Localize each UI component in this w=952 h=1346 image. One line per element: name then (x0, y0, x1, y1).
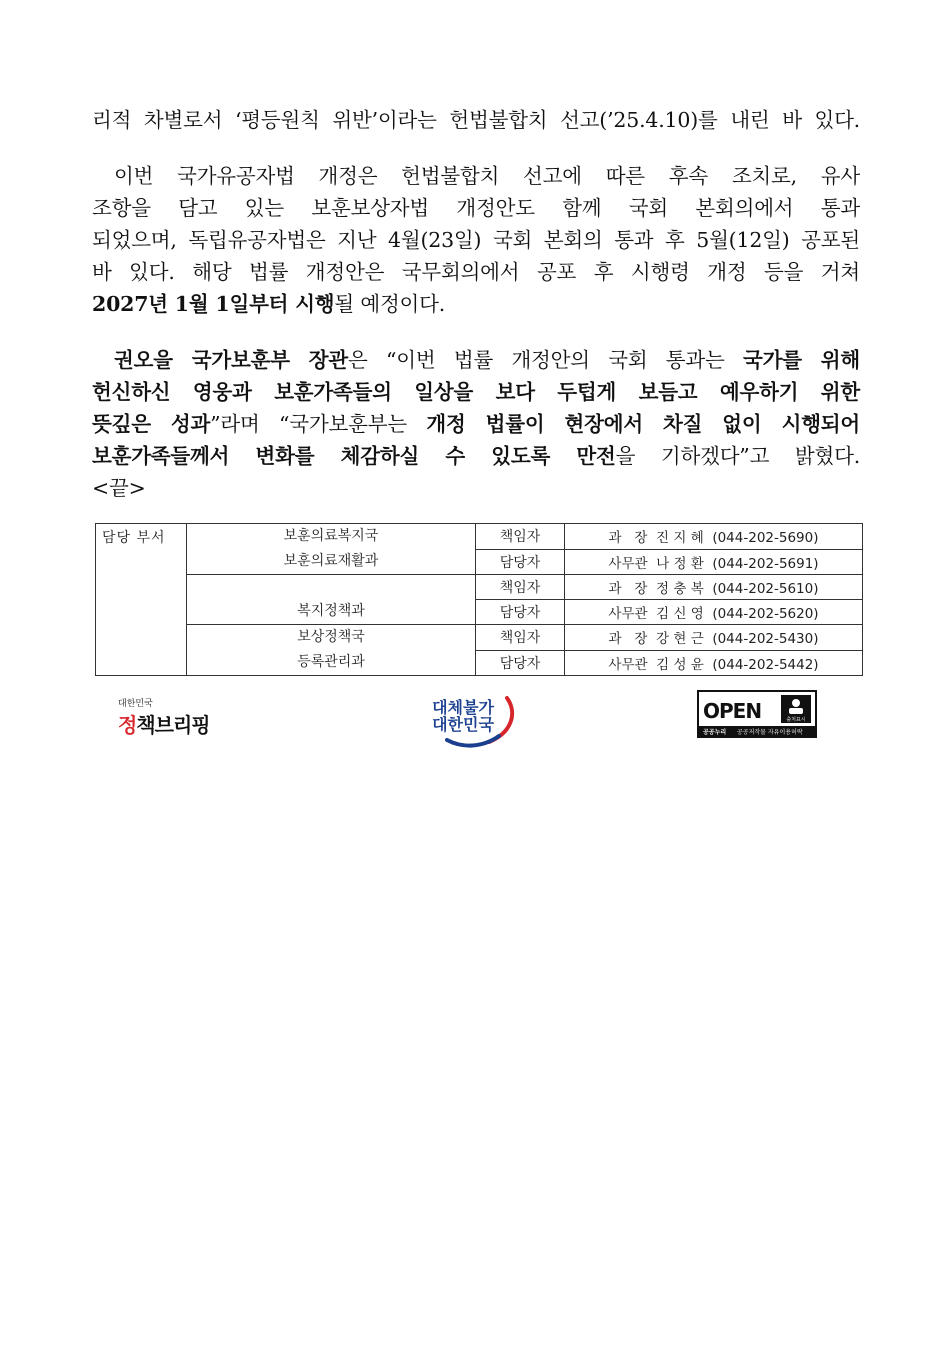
table-row (96, 625, 863, 651)
paragraph-2-line-4: 바 있다. 해당 법률 개정안은 국무회의에서 공포 후 시행령 개정 등을 거쳐 (92, 260, 860, 284)
dept-label-cell: 담당 부서 (96, 524, 187, 676)
paragraph-3-line-4-text: 을 기하겠다”고 밝혔다. (615, 444, 861, 468)
paragraph-3-line-2 (92, 376, 860, 408)
paragraph-2 (92, 160, 860, 320)
unit-line-2: 등록관리과 (297, 654, 365, 670)
paragraph-3-line-4 (92, 440, 860, 472)
paragraph-2-line-3: 되었으며, 독립유공자법은 지난 4월(23일) 국회 본회의 통과 후 5월(12일) 공포된 (92, 228, 860, 252)
footer-logos (0, 688, 952, 748)
policy-logo-small-text: 대한민국 (118, 699, 153, 709)
paragraph-3-line-2-bold: 헌신하신 영웅과 보훈가족들의 일상을 보다 두텁게 보듬고 예우하기 위한 (92, 380, 860, 404)
paragraph-1 (92, 104, 860, 136)
open-text: OPEN (703, 699, 762, 723)
role-cell: 담당자 (476, 549, 565, 575)
end-mark: <끝> (92, 476, 146, 500)
unit-cell (187, 524, 476, 575)
open-badge-text: 출처표시 (786, 717, 806, 723)
korea-irreplaceable-logo (417, 692, 517, 748)
person-cell: 과 장 진 지 혜 (044-202-5690) (565, 524, 863, 550)
unit-line-1: 보상정책국 (297, 629, 365, 645)
open-license-logo (697, 690, 817, 738)
role-cell: 책임자 (476, 524, 565, 550)
policy-logo-big-text (118, 713, 210, 737)
korea-logo-line-1: 대체불가 (432, 698, 494, 717)
paragraph-3-line-4-bold: 보훈가족들께서 변화를 체감하실 수 있도록 만전 (92, 444, 616, 468)
policy-logo-red-char: 정 (118, 713, 137, 737)
unit-line-2: 보훈의료재활과 (283, 553, 379, 569)
role-cell: 책임자 (476, 575, 565, 600)
table-row (96, 524, 863, 550)
unit-cell (187, 575, 476, 625)
role-cell: 담당자 (476, 650, 565, 676)
paragraph-2-line-2: 조항을 담고 있는 보훈보상자법 개정안도 함께 국회 본회의에서 통과 (92, 196, 860, 220)
person-cell: 과 장 정 충 복 (044-202-5610) (565, 575, 863, 600)
person-cell: 사무관 김 신 영 (044-202-5620) (565, 600, 863, 625)
role-cell: 책임자 (476, 625, 565, 651)
person-cell: 사무관 나 정 환 (044-202-5691) (565, 549, 863, 575)
paragraph-2-line-5-rest: 될 예정이다. (334, 292, 446, 316)
open-bottom-right: 공공저작물 자유이용허락 (737, 729, 803, 736)
paragraph-3-line-1-text: 은 “이번 법률 개정안의 국회 통과는 (348, 348, 743, 372)
paragraph-3-line-3-text: ”라며 “국가보훈부는 (210, 412, 427, 436)
effective-date-text: 2027년 1월 1일부터 시행 (92, 292, 335, 316)
paragraph-3-line-3-bold-2: 개정 법률이 현장에서 차질 없이 시행되어 (426, 412, 860, 436)
paragraph-1-line-1: 리적 차별로서 ‘평등원칙 위반’이라는 헌법불합치 선고(’25.4.10)를 내린 바 있다. (92, 108, 860, 132)
minister-name: 권오을 국가보훈부 장관 (114, 348, 349, 372)
person-icon (792, 699, 800, 707)
paragraph-3-line-3 (92, 408, 860, 440)
paragraph-3-line-1 (92, 344, 860, 376)
person-cell: 사무관 김 성 윤 (044-202-5442) (565, 650, 863, 676)
paragraph-3 (92, 344, 860, 504)
open-bottom-left: 공공누리 (703, 729, 727, 736)
policy-briefing-logo (118, 696, 210, 738)
role-cell: 담당자 (476, 600, 565, 625)
korea-logo-line-2: 대한민국 (432, 715, 494, 734)
paragraph-2-line-5 (92, 288, 860, 320)
unit-cell (187, 625, 476, 676)
paragraph-3-line-3-bold-1: 뜻깊은 성과 (92, 412, 211, 436)
table-row (96, 575, 863, 600)
unit-line-1: 보훈의료복지국 (283, 528, 379, 544)
person-cell: 과 장 강 현 근 (044-202-5430) (565, 625, 863, 651)
policy-logo-rest: 책브리핑 (136, 713, 210, 737)
contacts-table (95, 523, 863, 676)
unit-line-2: 복지정책과 (297, 603, 365, 619)
paragraph-2-line-1: 이번 국가유공자법 개정은 헌법불합치 선고에 따른 후속 조치로, 유사 (114, 164, 860, 188)
paragraph-3-line-1-bold: 국가를 위해 (743, 348, 861, 372)
